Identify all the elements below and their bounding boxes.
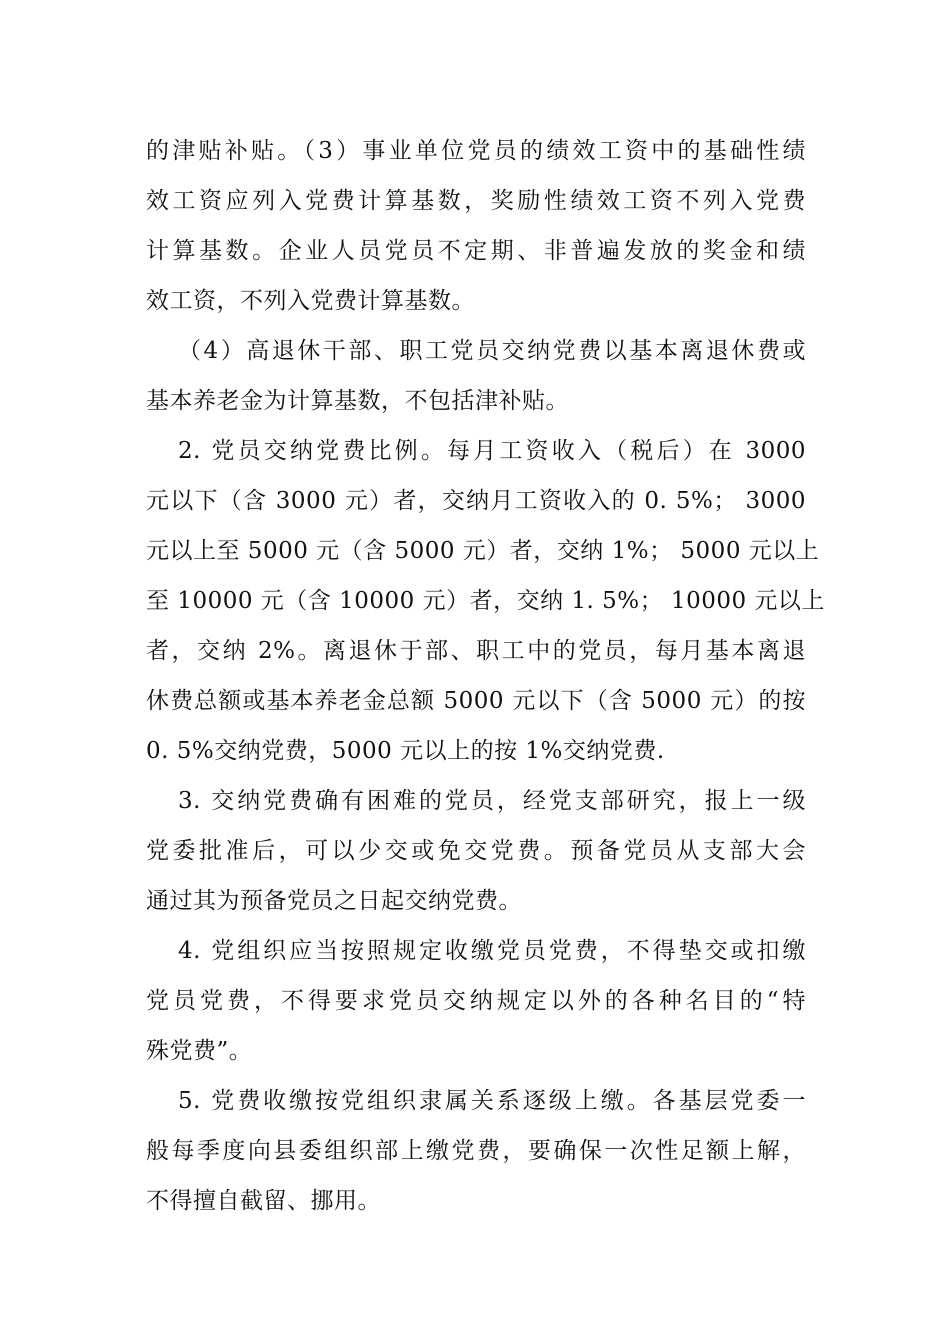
text-line: 元以下（含 3000 元）者，交纳月工资收入的 0. 5%； 3000 [146, 488, 806, 514]
text-line: 效工资应列入党费计算基数，奖励性绩效工资不列入党费 [146, 188, 806, 214]
text-line: 效工资，不列入党费计算基数。 [146, 288, 475, 314]
text-line: 基本养老金为计算基数，不包括津补贴。 [146, 388, 569, 414]
text-line: 般每季度向县委组织部上缴党费，要确保一次性足额上解， [146, 1138, 806, 1164]
text-line: 的津贴补贴。（3）事业单位党员的绩效工资中的基础性绩 [146, 138, 806, 164]
text-line: （4）高退休干部、职工党员交纳党费以基本离退休费或 [178, 338, 806, 364]
text-line: 休费总额或基本养老金总额 5000 元以下（含 5000 元）的按 [146, 688, 806, 714]
text-line: 通过其为预备党员之日起交纳党费。 [146, 888, 522, 914]
text-line: 计算基数。企业人员党员不定期、非普遍发放的奖金和绩 [146, 238, 806, 264]
text-line: 党委批准后，可以少交或免交党费。预备党员从支部大会 [146, 838, 806, 864]
text-line: 者，交纳 2%。离退休于部、职工中的党员，每月基本离退 [146, 638, 806, 664]
text-line: 5. 党费收缴按党组织隶属关系逐级上缴。各基层党委一 [178, 1088, 806, 1114]
text-line: 3. 交纳党费确有困难的党员，经党支部研究，报上一级 [178, 788, 806, 814]
text-line: 2. 党员交纳党费比例。每月工资收入（税后）在 3000 [178, 438, 806, 464]
text-line: 0. 5%交纳党费，5000 元以上的按 1%交纳党费. [146, 738, 665, 764]
text-line: 殊党费”。 [146, 1038, 253, 1064]
text-line: 党员党费，不得要求党员交纳规定以外的各种名目的“特 [146, 988, 806, 1014]
text-line: 4. 党组织应当按照规定收缴党员党费，不得垫交或扣缴 [178, 938, 806, 964]
text-line: 至 10000 元（含 10000 元）者，交纳 1. 5%； 10000 元以上 [146, 588, 825, 614]
text-line: 元以上至 5000 元（含 5000 元）者，交纳 1%； 5000 元以上 [146, 538, 820, 564]
text-line: 不得擅自截留、挪用。 [146, 1188, 381, 1214]
